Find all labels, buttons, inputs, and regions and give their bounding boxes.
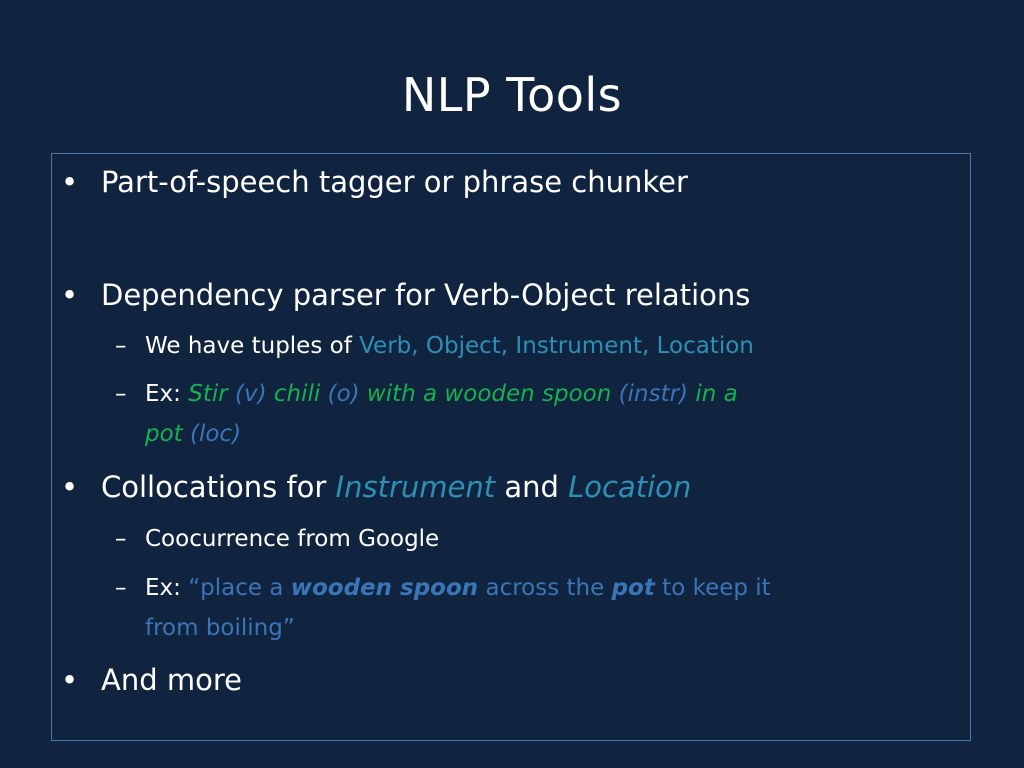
ex2-q3: to keep it (654, 575, 771, 601)
sub-example-stir-cont (145, 419, 241, 449)
dash-icon: – (115, 381, 127, 407)
dash-icon: – (115, 333, 127, 359)
ex-pot: pot (145, 421, 183, 447)
bullet-collocations (101, 469, 691, 505)
bullet-part-of-speech: Part-of-speech tagger or phrase chunker (101, 165, 688, 199)
sub-example-stir (145, 379, 738, 409)
bullet-icon: • (61, 278, 79, 312)
ex-v: (v) (227, 381, 274, 407)
colloc-location: Location (568, 470, 692, 504)
ex2-q1: “place a (188, 575, 291, 601)
sub-tuples-fields: Verb, Object, Instrument, Location (359, 333, 754, 359)
bullet-dependency-parser: Dependency parser for Verb-Object relations (101, 278, 751, 312)
bullet-icon: • (61, 165, 79, 199)
sub-example-place (145, 573, 771, 603)
bullet-icon: • (61, 470, 79, 504)
ex-chili: chili (273, 381, 321, 407)
ex2-pot: pot (611, 575, 655, 601)
sub-coocurrence: Coocurrence from Google (145, 526, 440, 552)
ex-stir: Stir (188, 381, 228, 407)
ex-loc: (loc) (182, 421, 242, 447)
dash-icon: – (115, 526, 127, 552)
dash-icon: – (115, 575, 127, 601)
ex-o: (o) (320, 381, 367, 407)
ex-ina: in a (695, 381, 738, 407)
slide-title: NLP Tools (401, 68, 623, 122)
sub-tuples (145, 331, 754, 361)
content-box (51, 153, 971, 741)
ex2-q2: across the (478, 575, 612, 601)
colloc-and: and (495, 470, 569, 504)
bullet-and-more: And more (101, 663, 242, 697)
ex-instr: (instr) (611, 381, 696, 407)
colloc-instrument: Instrument (335, 470, 496, 504)
ex2-wooden: wooden spoon (290, 575, 479, 601)
ex2-prefix: Ex: (145, 575, 189, 601)
ex-prefix: Ex: (145, 381, 189, 407)
bullet-icon: • (61, 663, 79, 697)
sub-tuples-prefix: We have tuples of (145, 333, 360, 359)
sub-example-place-cont: from boiling” (145, 615, 295, 641)
ex-with: with a wooden spoon (366, 381, 612, 407)
colloc-prefix: Collocations for (101, 470, 336, 504)
